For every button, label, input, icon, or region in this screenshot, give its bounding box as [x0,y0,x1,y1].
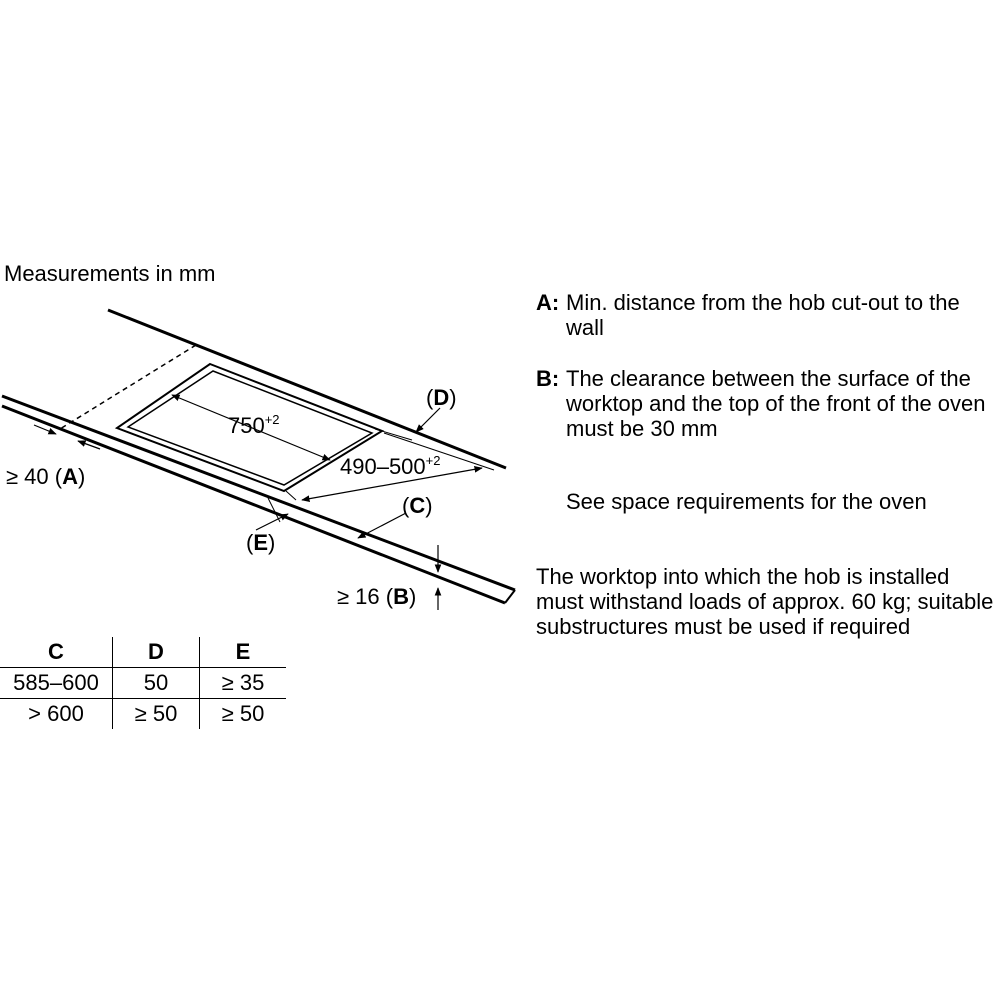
note-see-oven: See space requirements for the oven [566,489,927,514]
note-a [536,290,998,340]
cutout-depth-label: $490-500^{+2}$ [340,453,441,479]
label-a: ≥ 40 (A) [6,464,86,489]
label-c: (C) [402,493,433,518]
table-cell: ≥ 50 [221,701,265,726]
clearance-table [0,637,286,729]
header-e: E [200,637,287,668]
label-d: (D) [426,385,457,410]
note-b-text: The clearance between the surface of the worktop and the top of the front of the oven must be 30 mm [566,366,986,441]
label-e: (E) [246,530,276,555]
cutout-width-label: $750^{+2}$ [228,412,280,438]
table-cell: ≥ 35 [200,668,287,699]
note-b [536,366,998,441]
depth-extension-line-2 [286,491,296,500]
worktop-right-end [505,590,515,603]
table-cell: > 600 [0,699,113,730]
table-cell: ≥ 50 [113,699,200,730]
header-d: D [113,637,200,668]
note-a-key: A: [536,290,560,315]
table-cell: 50 [113,668,200,699]
table-header-row [0,637,286,668]
note-load: The worktop into which the hob is installed must withstand loads of approx. 60 kg; suitable substructures must be used if required [536,564,994,639]
d-extension-line [375,429,412,440]
table-cell: 585–600 [0,668,113,699]
table-row [0,668,286,699]
note-b-key: B: [536,366,560,391]
c-dimension-line [358,513,406,538]
e-leader [256,514,288,530]
measurements-caption: Measurements in mm [4,261,216,286]
note-a-text: Min. distance from the hob cut-out to the wall [566,290,960,340]
header-c: C [0,637,113,668]
d-leader [416,408,440,432]
table-row [0,699,286,730]
label-b: ≥ 16 (B) [337,584,417,609]
